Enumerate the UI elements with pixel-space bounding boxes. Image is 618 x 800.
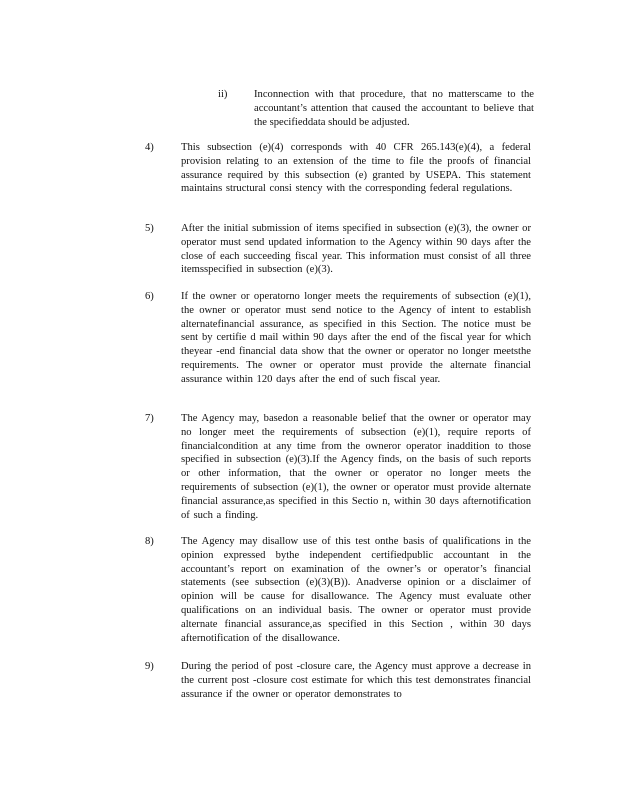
item-number: 7) [145,413,154,424]
item-5 [145,222,535,277]
item-text: If the owner or operatorno longer meets the requirements of subsection (e)(1), the owner or operator must send notice to the Agency of intent to establish alternatefinancial assurance, as specified in this Section. The notice must be sent by certifie d mail within 90 days after the end of the fiscal year for which theyear -end financial data show that the owner or operator no longer meetsthe requirements. The owner or operator must provide the alternate financial assurance within 120 days after the end of such fiscal year. [181,291,531,385]
item-4 [145,141,535,196]
item-number: 5) [145,223,154,234]
item-text: The Agency may, basedon a reasonable belief that the owner or operator may no longer meet the requirements of subsection (e)(1), require reports of financialcondition at any time from the owneror operator inaddition to those specified in subsection (e)(3).If the Agency finds, on the basis of such reports or other information, that the owner or operator no longer meets the requirements of subsection (e)(1), the owner or operator must provide alternate financial assurance,as specified in this Sectio n, within 30 days afternotification of such a finding. [181,413,531,521]
item-text: After the initial submission of items specified in subsection (e)(3), the owner or operator must send updated information to the Agency within 90 days after the close of each succeeding fiscal year. This information must consist of all three itemsspecified in subsection (e)(3). [181,223,531,276]
item-number: 4) [145,142,154,153]
item-text: This subsection (e)(4) corresponds with 40 CFR 265.143(e)(4), a federal provision relating to an extension of the time to file the proofs of financial assurance required by this subsection (e) granted by USEPA. This statement maintains structural consi stency with the corresponding federal regulations. [181,142,531,195]
subitem-label: ii) [218,89,228,100]
item-number: 8) [145,536,154,547]
item-7 [145,412,535,522]
item-9 [145,660,535,701]
item-8 [145,535,535,645]
item-text: During the period of post -closure care, the Agency must approve a decrease in the current post -closure cost estimate for which this test demonstrates financial assurance if the owner or operator demonstrates to [181,661,531,700]
item-number: 6) [145,291,154,302]
item-6 [145,290,535,387]
subitem-text: Inconnection with that procedure, that no matterscame to the accountant’s attention that caused the accountant to believe that the specifieddata should be adjusted. [254,89,534,128]
item-number: 9) [145,661,154,672]
item-text: The Agency may disallow use of this test onthe basis of qualifications in the opinion expressed bythe independent certifiedpublic accountant in the accountant’s report on examination of the owner’s or operator’s financial statements (see subsection (e)(3)(B)). Anadverse opinion or a disclaimer of opinion will be cause for disallowance. The Agency must evaluate other qualifications on an individual basis. The owner or operator must provide alternate financial assurance,as specified in this Section , within 30 days afternotification of the disallowance. [181,536,531,644]
subitem-ii [218,88,536,129]
